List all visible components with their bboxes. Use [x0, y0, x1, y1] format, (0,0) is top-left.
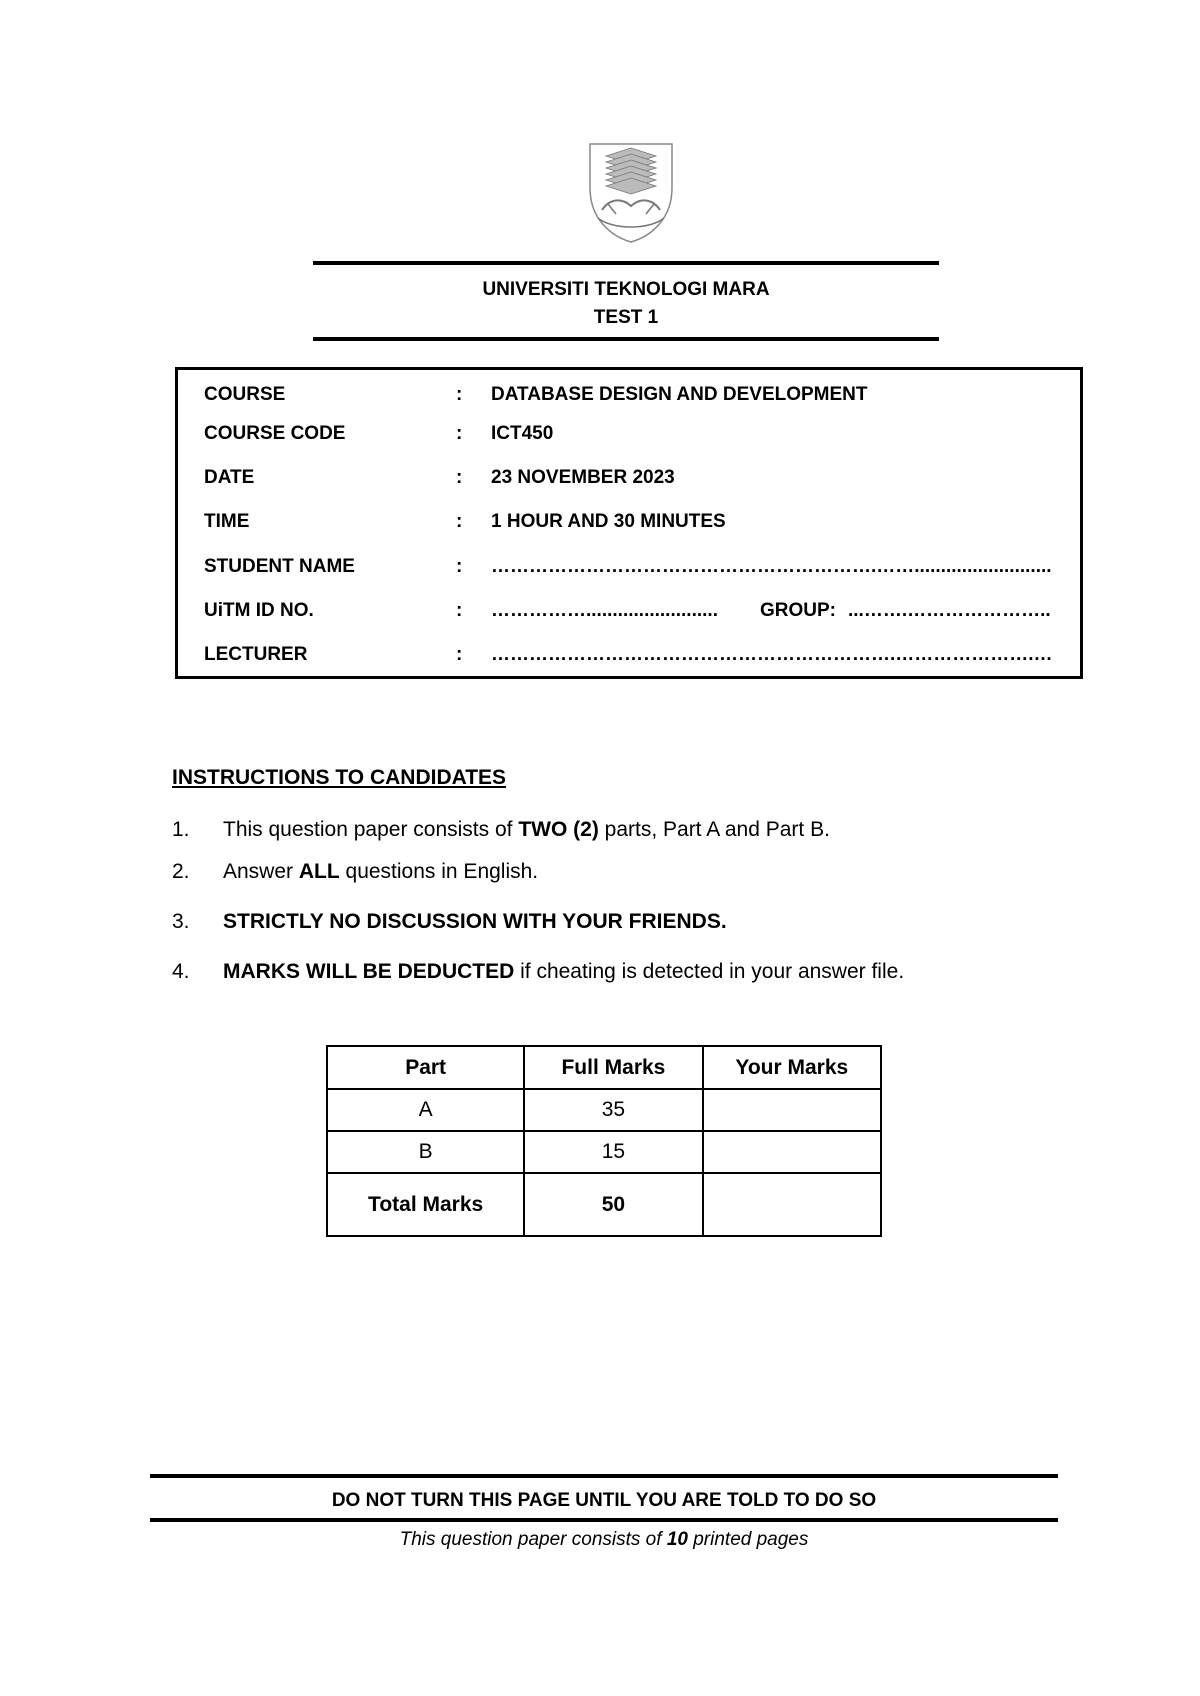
total-your-marks[interactable] — [703, 1173, 881, 1236]
course-value: DATABASE DESIGN AND DEVELOPMENT — [491, 384, 868, 405]
lecturer-label: LECTURER — [204, 644, 308, 665]
instruction-text: MARKS WILL BE DEDUCTED if cheating is detected in your answer file. — [223, 960, 905, 983]
total-row — [327, 1173, 881, 1236]
date-label: DATE — [204, 467, 255, 488]
colon: : — [456, 423, 463, 444]
course-row — [178, 384, 1080, 410]
instructions-heading: INSTRUCTIONS TO CANDIDATES — [172, 766, 507, 789]
course-info-box — [175, 367, 1083, 679]
uitm-id-field[interactable]: ……………......................... — [491, 600, 718, 621]
colon: : — [456, 467, 463, 488]
page-count-note: This question paper consists of 10 printed pages — [399, 1529, 809, 1550]
part-cell: A — [327, 1089, 524, 1131]
course-code-row — [178, 423, 1080, 449]
course-code-label: COURSE CODE — [204, 423, 346, 444]
instruction-text: Answer ALL questions in English. — [223, 860, 539, 883]
footer-bottom-rule — [150, 1518, 1058, 1522]
instruction-text: This question paper consists of TWO (2) parts, Part A and Part B. — [223, 818, 830, 841]
instruction-text: STRICTLY NO DISCUSSION WITH YOUR FRIENDS. — [223, 910, 727, 933]
instruction-number: 1. — [172, 818, 190, 841]
date-value: 23 NOVEMBER 2023 — [491, 467, 675, 488]
footer-top-rule — [150, 1474, 1058, 1478]
time-value: 1 HOUR AND 30 MINUTES — [491, 511, 726, 532]
instruction-number: 2. — [172, 860, 190, 883]
instruction-number: 3. — [172, 910, 190, 933]
footer-warning: DO NOT TURN THIS PAGE UNTIL YOU ARE TOLD TO DO SO — [331, 1490, 877, 1511]
header-top-rule — [313, 261, 939, 265]
marks-table — [326, 1045, 882, 1237]
table-row — [327, 1131, 881, 1173]
header-part: Part — [327, 1046, 524, 1089]
table-row — [327, 1089, 881, 1131]
time-label: TIME — [204, 511, 250, 532]
course-label: COURSE — [204, 384, 286, 405]
full-marks-cell: 35 — [524, 1089, 702, 1131]
uitm-crest-icon — [588, 140, 674, 244]
colon: : — [456, 384, 463, 405]
colon: : — [456, 556, 463, 577]
table-header-row — [327, 1046, 881, 1089]
header-full-marks: Full Marks — [524, 1046, 702, 1089]
date-row — [178, 467, 1080, 493]
group-label: GROUP: — [760, 600, 836, 621]
colon: : — [456, 600, 463, 621]
header-bottom-rule — [313, 337, 939, 341]
total-label: Total Marks — [327, 1173, 524, 1236]
uitm-id-label: UiTM ID NO. — [204, 600, 314, 621]
lecturer-field[interactable]: ……………………………………………………….………………….… — [491, 644, 1053, 665]
university-title: UNIVERSITI TEKNOLOGI MARA — [482, 279, 770, 300]
colon: : — [456, 644, 463, 665]
student-name-label: STUDENT NAME — [204, 556, 355, 577]
part-cell: B — [327, 1131, 524, 1173]
your-marks-cell[interactable] — [703, 1131, 881, 1173]
total-full-marks: 50 — [524, 1173, 702, 1236]
colon: : — [456, 511, 463, 532]
course-code-value: ICT450 — [491, 423, 554, 444]
time-row — [178, 511, 1080, 537]
student-name-row — [178, 556, 1080, 582]
test-title: TEST 1 — [593, 307, 659, 328]
group-field[interactable]: ...…….………………….. — [848, 600, 1051, 621]
instruction-number: 4. — [172, 960, 190, 983]
uitm-id-row — [178, 600, 1080, 626]
your-marks-cell[interactable] — [703, 1089, 881, 1131]
full-marks-cell: 15 — [524, 1131, 702, 1173]
lecturer-row — [178, 644, 1080, 670]
student-name-field[interactable]: …………………………………………………….…….......................... — [491, 556, 1052, 577]
header-your-marks: Your Marks — [703, 1046, 881, 1089]
